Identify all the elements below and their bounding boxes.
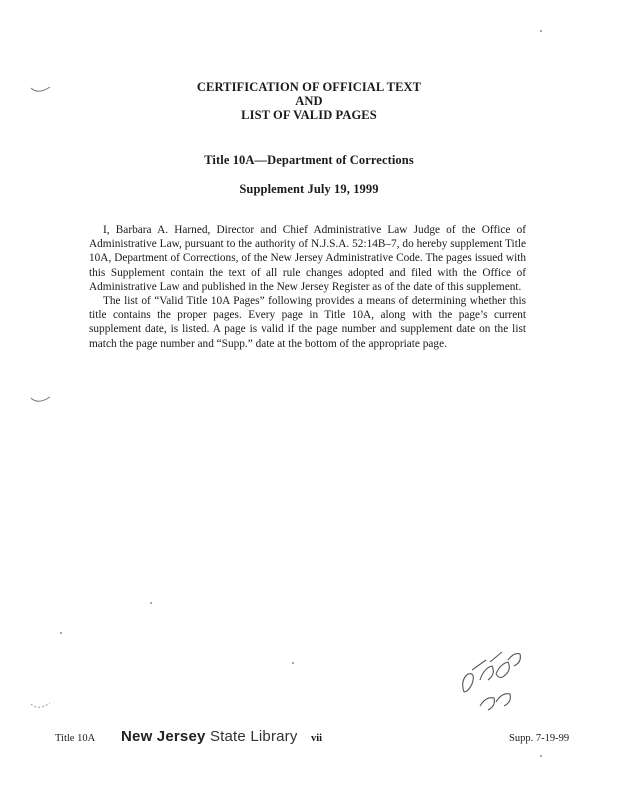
heading-line-1: CERTIFICATION OF OFFICIAL TEXT bbox=[196, 80, 422, 94]
library-stamp-part-2: State Library bbox=[209, 728, 298, 745]
heading-line-2: AND bbox=[295, 94, 323, 108]
library-stamp-part-1: New Jersey bbox=[121, 728, 210, 745]
heading-line-3: LIST OF VALID PAGES bbox=[241, 108, 377, 122]
binder-mark-icon bbox=[30, 395, 52, 407]
handwritten-annotation bbox=[450, 640, 540, 730]
library-stamp bbox=[121, 728, 298, 745]
supplement-date: Supplement July 19, 1999 bbox=[239, 182, 379, 196]
footer-supplement-date: Supp. 7-19-99 bbox=[509, 733, 570, 744]
binder-mark-icon bbox=[30, 700, 52, 714]
certification-paragraph: I, Barbara A. Harned, Director and Chief Administrative Law Judge of the Office of Administrative Law, pursuant to the authority of N.J.S.A. 52:14B–7, do hereby supplement Title 10A, Department of Corrections, of the New Jersey Administrative Code. The pages issued with this Supplement contain the text of all rule changes adopted and filed with the Office of Administrative Law and published in the New Jersey Register as of the date of this supplement. bbox=[89, 224, 526, 293]
binder-mark-icon bbox=[30, 85, 52, 97]
scan-speck bbox=[60, 632, 62, 634]
footer-title: Title 10A bbox=[55, 733, 96, 744]
scan-speck bbox=[540, 755, 542, 757]
scan-speck bbox=[150, 602, 152, 604]
scan-speck bbox=[540, 30, 542, 32]
document-subtitle: Title 10A—Department of Corrections bbox=[204, 153, 414, 167]
valid-pages-paragraph: The list of “Valid Title 10A Pages” following provides a means of determining whether this title contains the proper pages. Every page in Title 10A, along with the page’s current supplement date, is listed. A page is valid if the page number and supplement date on the list match the page number and “Supp.” date at the bottom of the appropriate page. bbox=[89, 295, 526, 350]
scan-speck bbox=[292, 662, 294, 664]
footer-page-number: vii bbox=[311, 733, 323, 744]
